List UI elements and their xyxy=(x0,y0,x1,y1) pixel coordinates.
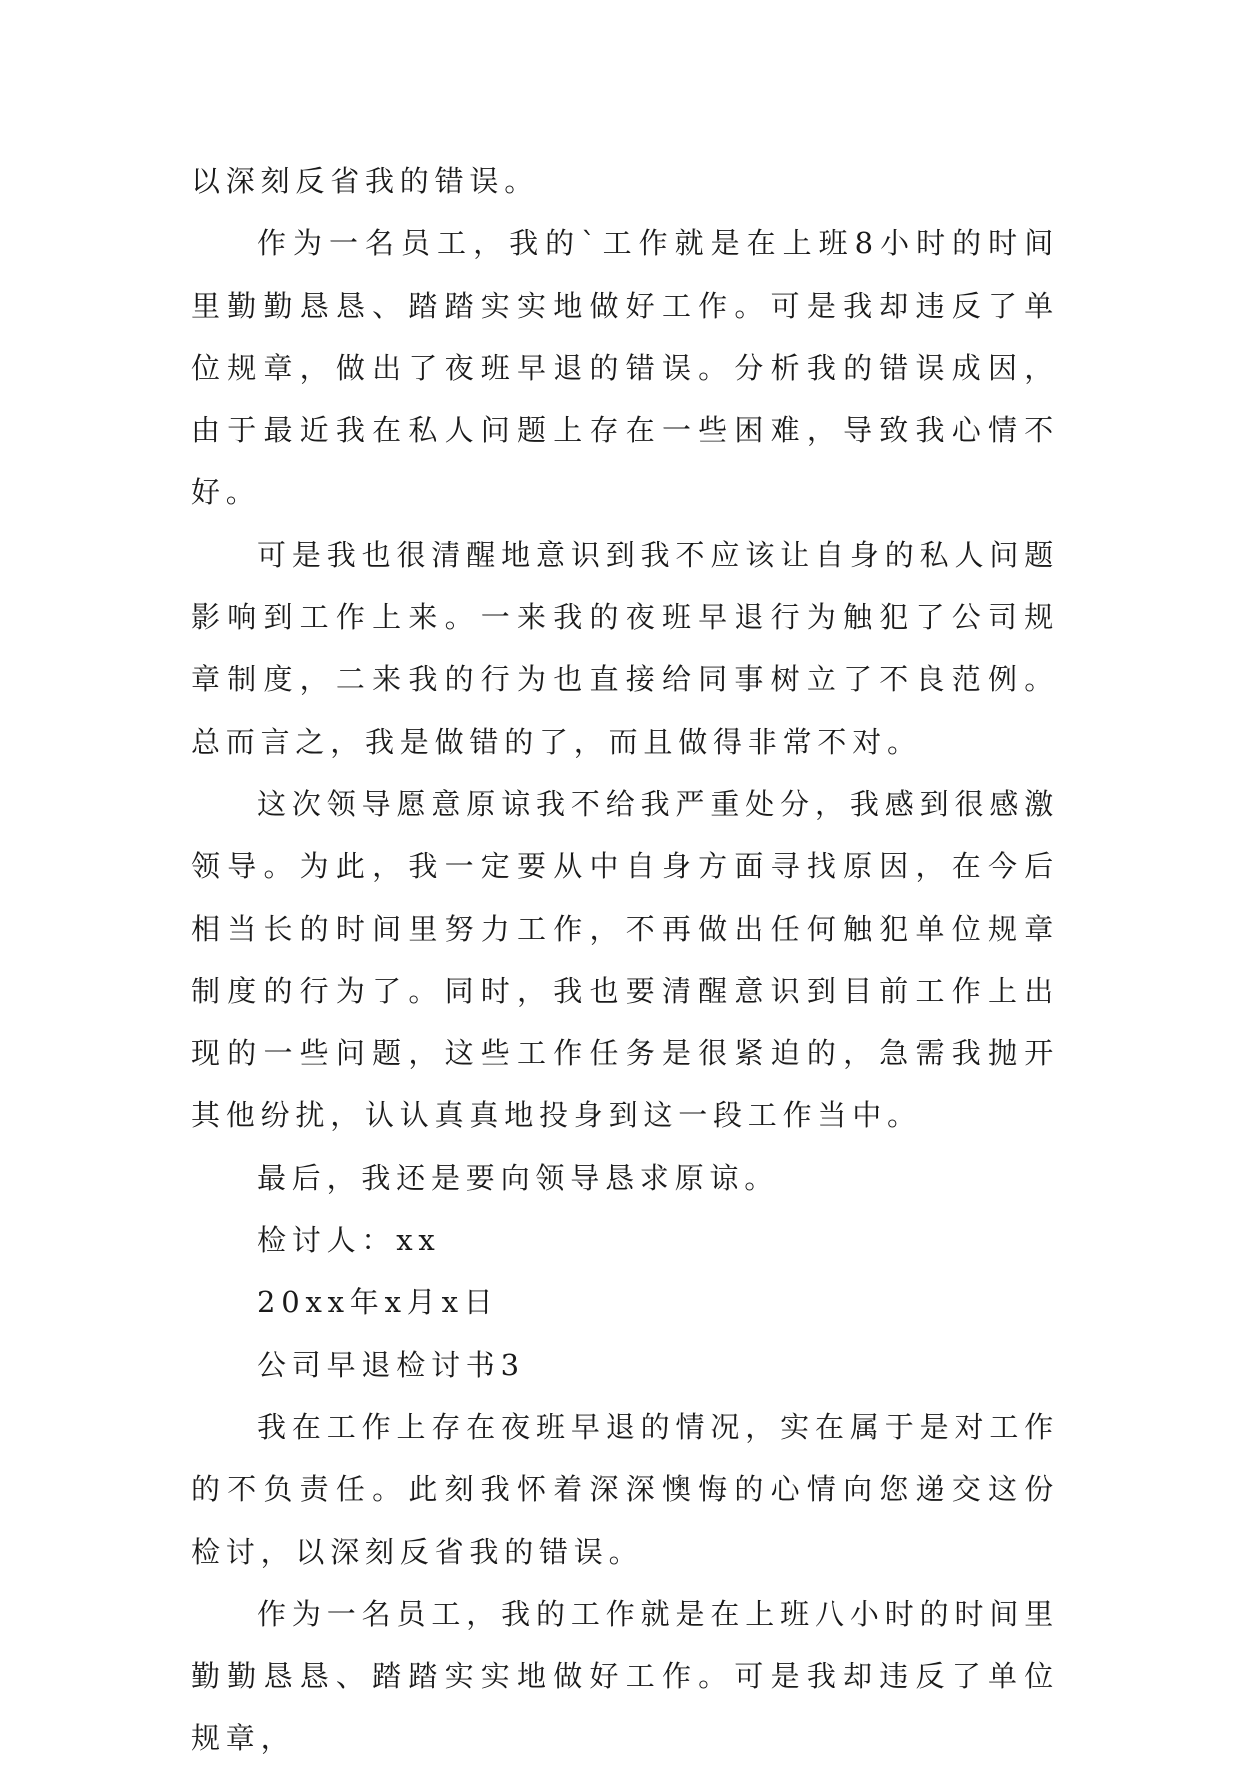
paragraph: 作为一名员工，我的`工作就是在上班8小时的时间里勤勤恳恳、踏踏实实地做好工作。可是我却违反了单位规章，做出了夜班早退的错误。分析我的错误成因，由于最近我在私人问题上存在一些困难，导致我心情不好。 xyxy=(191,226,1059,510)
paragraph: 最后，我还是要向领导恳求原谅。 xyxy=(257,1160,780,1195)
section-heading: 公司早退检讨书3 xyxy=(257,1347,525,1382)
paragraph: 可是我也很清醒地意识到我不应该让自身的私人问题影响到工作上来。一来我的夜班早退行为触犯了公司规章制度，二来我的行为也直接给同事树立了不良范例。总而言之，我是做错的了，而且做得非常不对。 xyxy=(191,537,1059,759)
paragraph: 以深刻反省我的错误。 xyxy=(191,164,540,198)
signature-line: 检讨人：xx xyxy=(257,1223,441,1258)
date-line: 20xx年x月x日 xyxy=(257,1285,499,1320)
paragraph: 作为一名员工，我的工作就是在上班八小时的时间里勤勤恳恳、踏踏实实地做好工作。可是我却违反了单位规章， xyxy=(191,1596,1059,1756)
document-body xyxy=(191,150,1059,1770)
paragraph: 这次领导愿意原谅我不给我严重处分，我感到很感激领导。为此，我一定要从中自身方面寻找原因，在今后相当长的时间里努力工作，不再做出任何触犯单位规章制度的行为了。同时，我也要清醒意识到目前工作上出现的一些问题，这些工作任务是很紧迫的，急需我抛开其他纷扰，认认真真地投身到这一段工作当中。 xyxy=(191,786,1059,1133)
paragraph: 我在工作上存在夜班早退的情况，实在属于是对工作的不负责任。此刻我怀着深深懊悔的心情向您递交这份检讨，以深刻反省我的错误。 xyxy=(191,1409,1059,1569)
